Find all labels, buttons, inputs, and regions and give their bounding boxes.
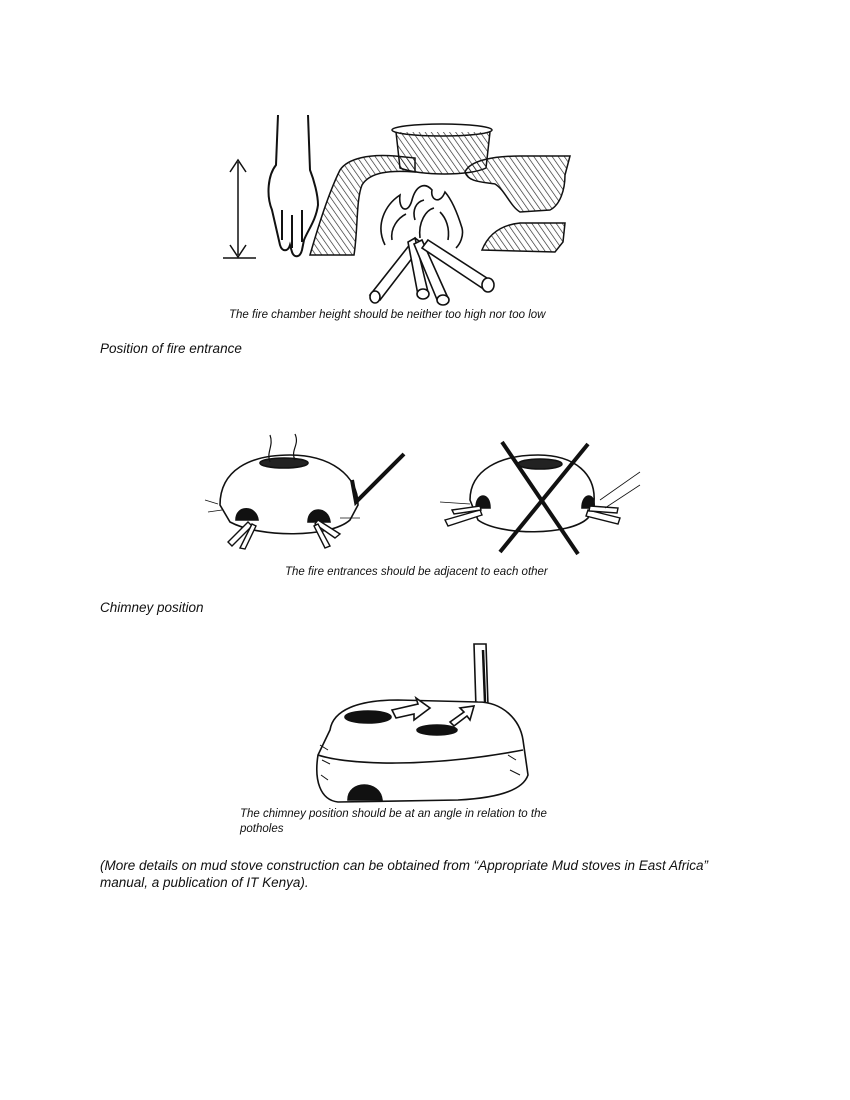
right-wall-lower-shape xyxy=(482,223,565,252)
height-arrow-icon xyxy=(223,160,256,258)
firewood-icon xyxy=(370,238,494,305)
figure-caption-line-1: The chimney position should be at an angle in relation to the xyxy=(240,808,547,820)
right-wall-upper-shape xyxy=(465,156,570,212)
fire-entrance-illustration xyxy=(200,430,650,560)
figure-caption-line-2: potholes xyxy=(240,823,284,835)
section-heading: Chimney position xyxy=(100,600,204,615)
chimney-illustration xyxy=(308,640,536,808)
checkmark-icon xyxy=(352,454,404,502)
chimney-stove-icon xyxy=(317,644,528,802)
stove-correct-icon xyxy=(205,434,360,549)
flame-icon xyxy=(381,186,463,248)
hand-icon xyxy=(269,115,318,256)
section-heading: Position of fire entrance xyxy=(100,341,242,356)
fire-chamber-illustration xyxy=(220,110,580,310)
stove-incorrect-icon xyxy=(440,455,640,532)
figure-caption: The fire entrances should be adjacent to each other xyxy=(285,566,548,578)
left-wall-shape xyxy=(310,156,415,255)
footer-note-line-1: (More details on mud stove construction can be obtained from “Appropriate Mud stoves in East Africa” xyxy=(100,858,709,873)
footer-note-line-2: manual, a publication of IT Kenya). xyxy=(100,875,309,890)
figure-caption: The fire chamber height should be neither too high nor too low xyxy=(229,309,546,321)
